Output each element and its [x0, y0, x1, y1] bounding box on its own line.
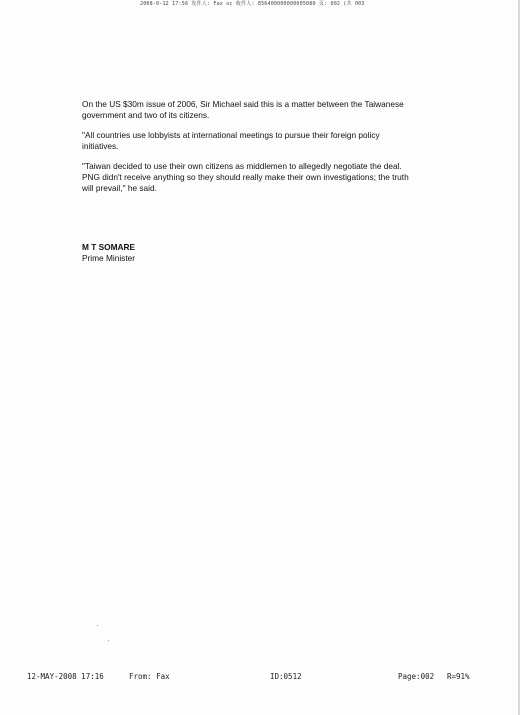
paragraph-2: "All countries use lobbyists at international meetings to pursue their foreign policy initiatives.: [82, 130, 380, 151]
fax-resolution: R=91%: [447, 672, 470, 681]
fax-datetime: 12-MAY-2008 17:16: [27, 672, 104, 681]
paragraph-1: On the US $30m issue of 2006, Sir Michael said this is a matter between the Taiwanese government and two of its citizens.: [82, 99, 404, 120]
scan-speck: [108, 640, 109, 641]
fax-id: ID:0512: [270, 672, 302, 681]
scan-speck: [97, 625, 98, 626]
fax-from: From: Fax: [129, 672, 170, 681]
signatory-name: M T SOMARE: [82, 242, 136, 252]
signatory-title: Prime Minister: [82, 253, 136, 263]
fax-header-line: 2008-0-12 17:56 发件人: Fax oc 收件人: 856400000000005080 页: 002 (共 003: [140, 1, 365, 7]
fax-footer: [0, 672, 520, 684]
paragraph-3: "Taiwan decided to use their own citizens as middlemen to allegedly negotiate the deal. PNG didn't receive anything so they should really make their own investigations; the truth will prevail," he said.: [82, 161, 409, 193]
letter-body: [82, 99, 412, 203]
fax-page-number: Page:002: [398, 672, 435, 681]
signature-block: [82, 242, 135, 264]
